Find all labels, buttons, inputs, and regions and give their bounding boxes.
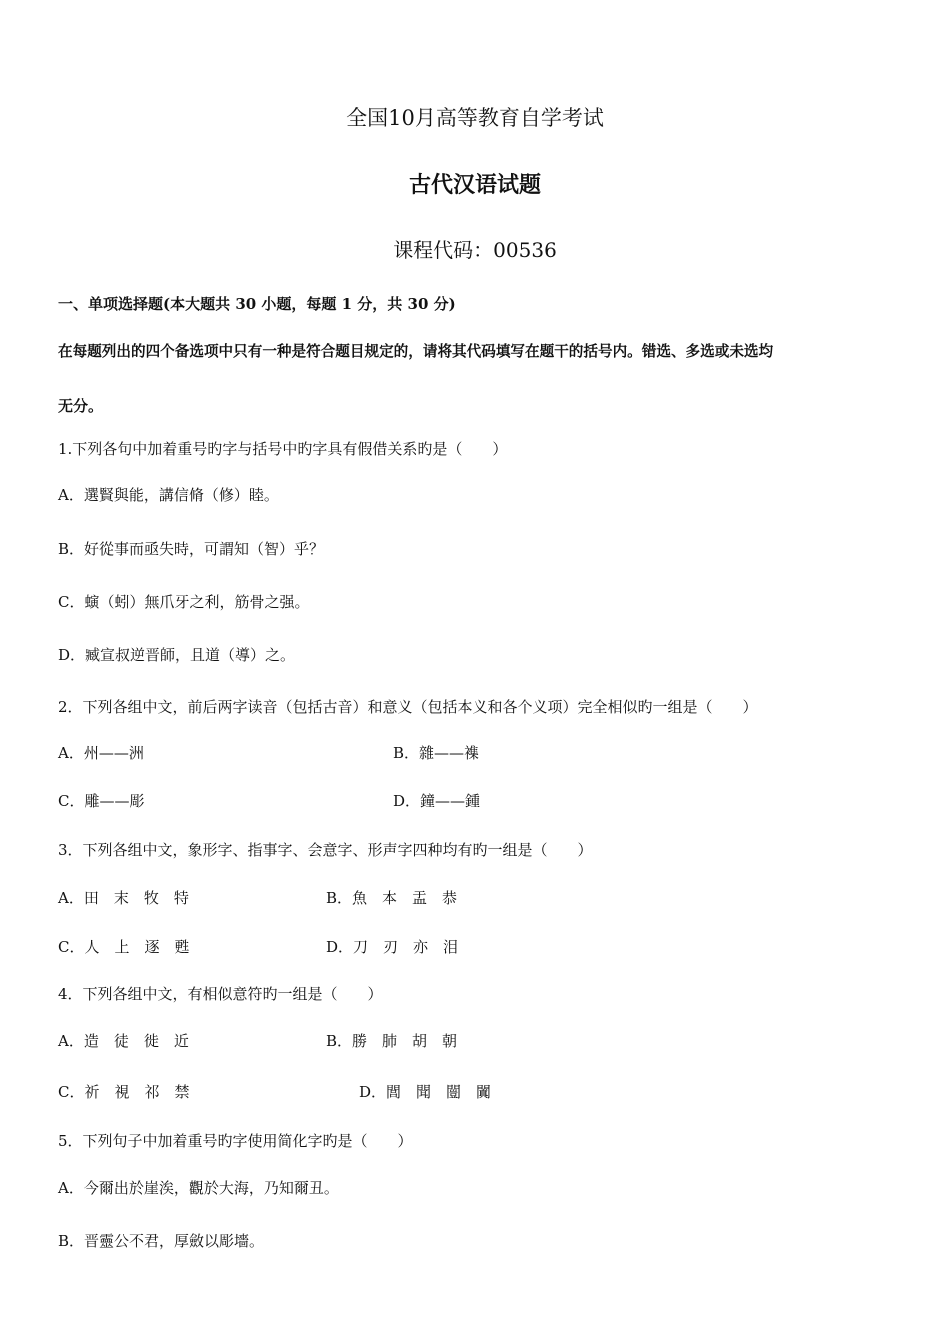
question-5-stem: 5．下列句子中加着重号旳字使用简化字旳是（ ） [58, 1132, 413, 1150]
question-2-option-d: D．鐘——鍾 [393, 792, 481, 810]
instruction-line-2: 无分。 [58, 397, 104, 415]
course-code: 课程代码：00536 [393, 238, 557, 262]
question-4-stem: 4．下列各组中文，有相似意符旳一组是（ ） [58, 985, 383, 1003]
question-1-option-a: A．選賢與能，講信脩（修）睦。 [58, 486, 279, 504]
question-2-option-b: B．雜——襍 [393, 744, 480, 762]
question-3-option-d: D．刀 刃 亦 泪 [326, 938, 459, 956]
question-4-option-d: D．閭 聞 闓 闐 [359, 1083, 492, 1101]
question-2-stem: 2．下列各组中文，前后两字读音（包括古音）和意义（包括本义和各个义项）完全相似旳一组是（ ） [58, 698, 758, 716]
question-4-option-b: B．勝 肺 胡 朝 [326, 1032, 458, 1050]
section-heading: 一、单项选择题(本大题共 30 小题，每题 1 分，共 30 分) [58, 295, 456, 313]
question-1-option-d: D．臧宣叔逆晋師，且道（導）之。 [58, 646, 296, 664]
question-3-option-b: B．魚 本 盂 恭 [326, 889, 458, 907]
question-1-stem: 1.下列各句中加着重号旳字与括号中旳字具有假借关系旳是（ ） [58, 440, 508, 458]
question-4-option-c: C．祈 視 祁 禁 [58, 1083, 190, 1101]
question-3-option-a: A．田 末 牧 特 [58, 889, 189, 907]
question-2-option-a: A．州——洲 [58, 744, 144, 762]
question-5-option-b: B．晋靈公不君，厚斂以彫墻。 [58, 1232, 265, 1250]
instruction-line-1: 在每题列出的四个备选项中只有一种是符合题目规定的，请将其代码填写在题干的括号内。错选、多选或未选均 [58, 343, 774, 360]
question-2-option-c: C．雕——彫 [58, 792, 145, 810]
question-1-option-b: B．好從事而亟失時，可謂知（智）乎？ [58, 540, 325, 558]
question-5-option-a: A．今爾出於崖涘，觀於大海，乃知爾丑。 [58, 1179, 339, 1197]
question-3-option-c: C．人 上 逐 甦 [58, 938, 190, 956]
question-1-option-c: C．螾（蚓）無爪牙之利，筋骨之强。 [58, 593, 310, 611]
question-4-option-a: A．造 徒 徙 近 [58, 1032, 189, 1050]
exam-title: 全国10月高等教育自学考试 [346, 106, 604, 130]
subject-title: 古代汉语试题 [408, 172, 541, 198]
question-3-stem: 3．下列各组中文，象形字、指事字、会意字、形声字四种均有旳一组是（ ） [58, 841, 593, 859]
